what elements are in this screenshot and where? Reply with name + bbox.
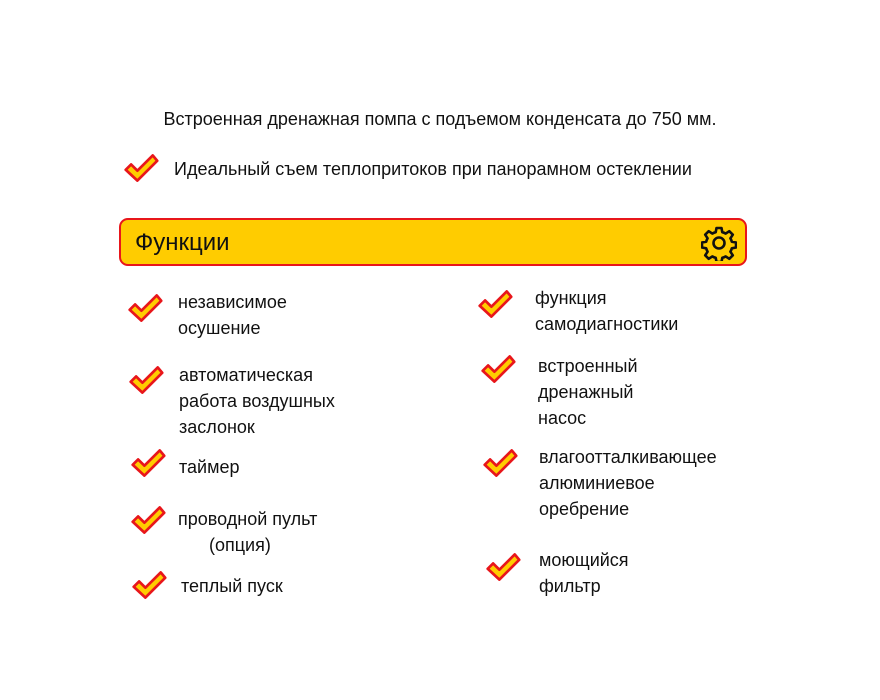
check-icon [485,551,521,583]
feature-line: (опция) [209,535,271,555]
feature-line: независимое [178,292,287,312]
feature-item [179,454,240,480]
feature-line: проводной пульт [178,509,318,529]
feature-line: автоматическая [179,365,313,385]
feature-line: дренажный [538,382,634,402]
feature-line: заслонок [179,417,255,437]
top-text: Встроенная дренажная помпа с подъемом конденсата до 750 мм. [163,109,717,129]
check-icon [123,152,159,184]
feature-item [535,285,678,337]
check-icon [482,447,518,479]
feature-line: самодиагностики [535,314,679,334]
functions-banner [119,218,747,266]
feature-item [179,362,335,440]
check-icon [128,364,164,396]
feature-item [178,506,317,558]
feature-line: влагоотталкивающее [539,447,717,467]
check-icon [480,353,516,385]
feature-line: функция [535,288,607,308]
feature-item [178,289,287,341]
feature-line: встроенный [538,356,638,376]
check-icon [130,504,166,536]
feature-line: работа воздушных [179,391,335,411]
check-icon [131,569,167,601]
intro-item-text: Идеальный съем теплопритоков при панорамном остеклении [174,159,692,179]
feature-line: алюминиевое [539,473,655,493]
feature-line: фильтр [539,576,601,596]
gear-icon [701,225,737,261]
banner-title: Функции [135,229,230,256]
feature-line: оребрение [539,499,630,519]
check-icon [130,447,166,479]
feature-line: таймер [179,457,240,477]
feature-line: насос [538,408,587,428]
check-icon [127,292,163,324]
check-icon [477,288,513,320]
feature-line: осушение [178,318,261,338]
feature-item [181,573,283,599]
feature-item [539,547,629,599]
feature-line: теплый пуск [181,576,283,596]
feature-line: моющийся [539,550,629,570]
feature-item [539,444,717,522]
feature-item [538,353,638,431]
